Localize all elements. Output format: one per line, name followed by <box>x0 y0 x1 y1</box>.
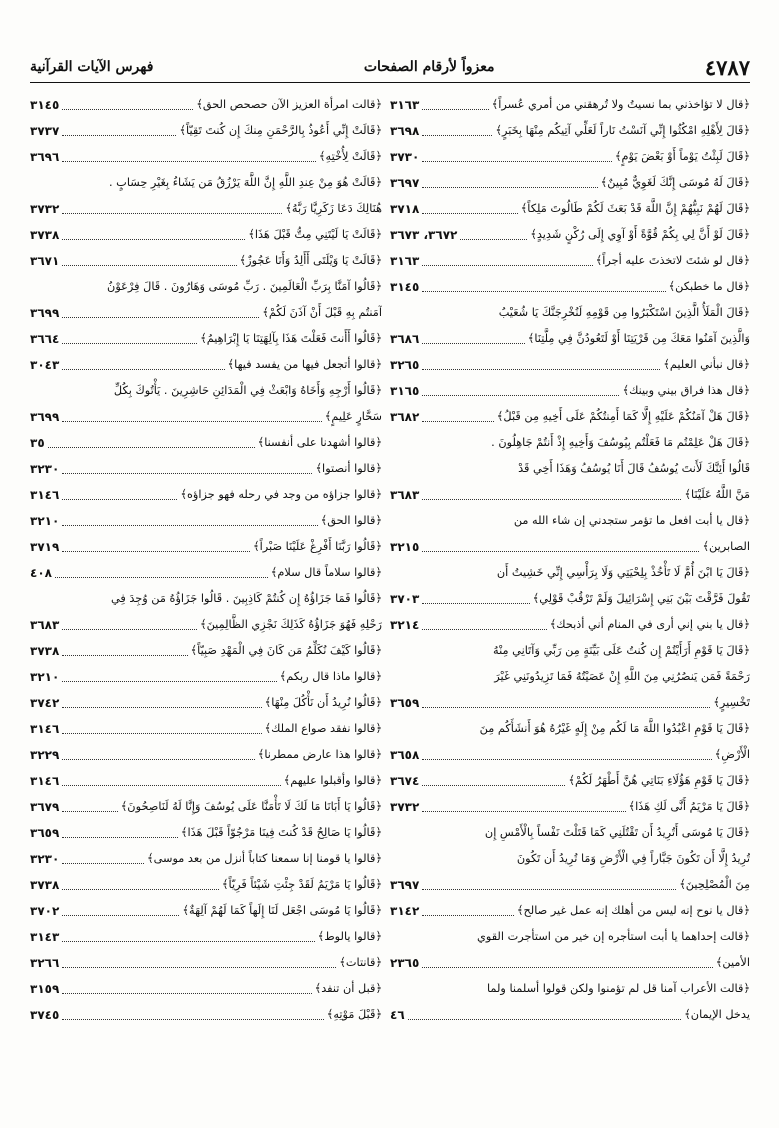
verse-text: ﴿قال ما خطبكن﴾ <box>668 280 750 293</box>
page-number: ٤٧٨٧ <box>704 54 750 80</box>
index-entry <box>390 690 750 716</box>
verse-text: ﴿قَالَتْ يَا وَيْلَتَى أَأَلِدُ وَأَنَا عَجُوزٌ﴾ <box>239 254 382 267</box>
verse-text: ﴿قَالُوا يَا مَرْيَمُ لَقَدْ جِئْتِ شَيْئاً فَرِيّاً﴾ <box>221 878 382 891</box>
page-reference: ٣١٤٦ <box>30 488 60 502</box>
verse-text: ﴿قالوا الحق﴾ <box>320 514 382 527</box>
page-reference: ٣٦٥٨ <box>390 748 420 762</box>
verse-text: ﴿قبل أن تنفد﴾ <box>314 982 382 995</box>
index-entry <box>390 404 750 430</box>
index-entry <box>390 1002 750 1028</box>
verse-text: ﴿قالوا أتجعل فيها من يفسد فيها﴾ <box>227 358 382 371</box>
page-reference: ٣١٦٣ <box>390 98 420 112</box>
verse-text: ﴿قَالُوا رَبَّنَا أَفْرِغْ عَلَيْنَا صَبْراً﴾ <box>253 540 382 553</box>
index-entry <box>30 872 382 898</box>
page-reference: ٣١٦٥ <box>390 384 420 398</box>
page-reference: ٤٠٨ <box>30 566 52 580</box>
page-header <box>30 52 750 83</box>
page-reference: ٣٢١٤ <box>390 618 420 632</box>
dot-leader <box>62 135 176 136</box>
dot-leader <box>62 473 312 474</box>
dot-leader <box>422 629 546 630</box>
page-reference: ٣٦٩٩ <box>30 410 60 424</box>
index-entry-line: ﴿قَالَ يَا قَوْمِ أَرَأَيْتُمْ إِن كُنتُ عَلَى بَيِّنَةٍ مِن رَبِّي وَآتَانِي مِنْهُ <box>493 644 750 657</box>
index-entry <box>390 742 750 768</box>
index-entry <box>30 742 382 768</box>
verse-text: سَحَّارٍ عَلِيمٍ﴾ <box>324 410 382 423</box>
verse-text: ﴿قال يا بني إني أرى في المنام أني أذبحك﴾ <box>549 618 750 631</box>
index-entry <box>390 248 750 274</box>
dot-leader <box>62 525 317 526</box>
page-reference: ٣٧١٩ <box>30 540 60 554</box>
verse-text: الْأَرْضِ﴾ <box>714 748 750 761</box>
verse-text: ﴿قَبْلَ مَوْتِهِ﴾ <box>326 1008 382 1021</box>
page-reference: ٣٦٥٩ <box>390 696 420 710</box>
index-entry <box>30 430 382 456</box>
dot-leader <box>422 369 660 370</box>
verse-text: ﴿قالوا نفقد صواع الملك﴾ <box>264 722 382 735</box>
page-reference: ٣١٤٦ <box>30 774 60 788</box>
dot-leader <box>62 213 282 214</box>
page-reference: ٣٢١٠ <box>30 670 60 684</box>
verse-text: ﴿قال لو شئتَ لاتخذتَ عليه أجراً﴾ <box>595 254 750 267</box>
index-entry-line: رَحْمَةً فَمَن يَنصُرُنِي مِنَ اللَّهِ إِنْ عَصَيْتُهُ فَمَا تَزِيدُونَنِي غَيْرَ <box>494 670 750 683</box>
index-entry <box>30 612 382 638</box>
page-reference: ٤٦ <box>390 1008 405 1022</box>
dot-leader <box>422 915 514 916</box>
index-entry <box>390 222 750 248</box>
index-entry <box>30 898 382 924</box>
page-reference: ٣٧٣٢ <box>30 202 60 216</box>
index-entry <box>30 352 382 378</box>
dot-leader <box>422 759 711 760</box>
verse-text: ﴿قالوا وأقبلوا عليهم﴾ <box>283 774 382 787</box>
index-entry <box>30 144 382 170</box>
page-reference: ٣٦٨٢ <box>390 410 420 424</box>
index-entry-line: ﴿قَالَ يَا مُوسَى أَتُرِيدُ أَن تَقْتُلَنِي كَمَا قَتَلْتَ نَفْساً بِالْأَمْسِ إِن <box>484 826 750 839</box>
index-entry <box>30 846 382 872</box>
page-reference: ٣٦٦٤ <box>30 332 60 346</box>
dot-leader <box>422 551 699 552</box>
index-entry <box>30 326 382 352</box>
header-side-title: فهرس الآيات القرآنية <box>30 59 154 75</box>
index-entry <box>390 794 750 820</box>
verse-text: ﴿قالوا سلاماً قال سلام﴾ <box>270 566 382 579</box>
dot-leader <box>62 161 316 162</box>
verse-text: آمَنتُم بِهِ قَبْلَ أَنْ آذَنَ لَكُمْ﴾ <box>262 306 382 319</box>
index-entry <box>390 950 750 976</box>
page-reference: ٣٢٦٥ <box>390 358 420 372</box>
dot-leader <box>62 1019 323 1020</box>
index-entry <box>30 560 382 586</box>
index-entry <box>30 118 382 144</box>
index-entry <box>390 872 750 898</box>
dot-leader <box>422 499 681 500</box>
verse-text: ﴿قال هذا فراق بيني وبينك﴾ <box>622 384 750 397</box>
index-entry <box>30 690 382 716</box>
index-entry <box>30 404 382 430</box>
index-entry <box>30 248 382 274</box>
page-reference: ٣١٤٢ <box>390 904 420 918</box>
index-entry <box>390 326 750 352</box>
page-reference: ٣٧٣٠ <box>390 150 420 164</box>
verse-text: ﴿قَالَتْ يَا لَيْتَنِي مِتُّ قَبْلَ هَذَا﴾ <box>248 228 382 241</box>
verse-text: يدخل الإيمان﴾ <box>684 1008 750 1021</box>
index-entry <box>390 378 750 404</box>
index-entry <box>30 196 382 222</box>
page-reference: ٣١٦٣ <box>390 254 420 268</box>
index-entry <box>390 586 750 612</box>
verse-text: ﴿قَالُوا يَا صَالِحُ قَدْ كُنتَ فِينَا مَرْجُوّاً قَبْلَ هَذَا﴾ <box>180 826 382 839</box>
index-entry <box>30 92 382 118</box>
dot-leader <box>62 239 245 240</box>
dot-leader <box>62 265 236 266</box>
verse-text: ﴿قَالَ لَهُ مُوسَى إِنَّكَ لَغَوِيٌّ مُبِينٌ﴾ <box>600 176 750 189</box>
page-reference: ٣٧٤٥ <box>30 1008 60 1022</box>
verse-text: ﴿قَالَ يَا قَوْمِ هَؤُلَاءِ بَنَاتِي هُنَّ أَطْهَرُ لَكُمْ﴾ <box>568 774 750 787</box>
dot-leader <box>55 577 268 578</box>
verse-text: ﴿قَالَ لَبِثْتُ يَوْماً أَوْ بَعْضَ يَوْمٍ﴾ <box>614 150 750 163</box>
page-reference: ٣٦٩٧ <box>390 878 420 892</box>
verse-text: ﴿قالوا هذا عارض ممطرنا﴾ <box>257 748 382 761</box>
verse-text: ﴿قَالُوا أَأَنتَ فَعَلْتَ هَذَا بِآلِهَتِنَا يَا إِبْرَاهِيمُ﴾ <box>200 332 382 345</box>
dot-leader <box>422 213 517 214</box>
dot-leader <box>422 135 492 136</box>
index-entry <box>30 924 382 950</box>
verse-text: تَخْسِيرٍ﴾ <box>713 696 750 709</box>
verse-text: ﴿قال نبأني العليم﴾ <box>663 358 750 371</box>
page-reference: ٣٠٤٣ <box>30 358 60 372</box>
page-reference: ٣٦٧٩ <box>30 800 60 814</box>
verse-text: ﴿قَالُوا يَا أَبَانَا مَا لَكَ لَا تَأْمَنَّا عَلَى يُوسُفَ وَإِنَّا لَهُ لَنَاصِحُونَ﴾ <box>120 800 382 813</box>
verse-text: ﴿قال لا تؤاخذني بما نسيتُ ولا تُرهقني من أمري عُسراً﴾ <box>491 98 750 111</box>
page-reference: ٣٦٩٦ <box>30 150 60 164</box>
index-entry <box>390 274 750 300</box>
dot-leader <box>62 421 321 422</box>
page-reference: ٣٦٩٩ <box>30 306 60 320</box>
dot-leader <box>422 421 493 422</box>
dot-leader <box>62 681 276 682</box>
index-column-right <box>390 92 750 1028</box>
page-reference: ٣٧٣٨ <box>30 644 60 658</box>
dot-leader <box>62 993 311 994</box>
dot-leader <box>422 967 712 968</box>
index-entry <box>30 300 382 326</box>
page-reference: ٣٧٣٧ <box>30 124 60 138</box>
dot-leader <box>62 785 280 786</box>
page-reference: ٣٦٩٨ <box>390 124 420 138</box>
index-column-left <box>30 92 382 1028</box>
verse-text: ﴿قالوا يا قومنا إنا سمعنا كتاباً أنزل من بعد موسى﴾ <box>146 852 382 865</box>
dot-leader <box>422 785 565 786</box>
index-entry <box>30 482 382 508</box>
dot-leader <box>62 629 197 630</box>
index-entry <box>30 950 382 976</box>
dot-leader <box>62 317 259 318</box>
dot-leader <box>422 187 597 188</box>
page-reference: ٣٧٠٣ <box>390 592 420 606</box>
index-entry <box>390 482 750 508</box>
page-reference: ٣٦٨٣ <box>390 488 420 502</box>
page-reference: ٣٢٣٠ <box>30 852 60 866</box>
page-reference: ٣٦٧١ <box>30 254 60 268</box>
dot-leader <box>62 811 117 812</box>
dot-leader <box>422 291 665 292</box>
index-entry <box>30 508 382 534</box>
page-reference: ٣٢٦٦ <box>30 956 60 970</box>
page-reference: ٣٦٨٣ <box>30 618 60 632</box>
page-reference: ٣٧١٨ <box>390 202 420 216</box>
dot-leader <box>422 811 625 812</box>
dot-leader <box>62 551 250 552</box>
verse-text: تَقُولَ فَرَّقْتَ بَيْنَ بَنِي إِسْرَائِيلَ وَلَمْ تَرْقُبْ قَوْلِي﴾ <box>532 592 750 605</box>
page-reference: ٣١٤٦ <box>30 722 60 736</box>
dot-leader <box>422 603 529 604</box>
page-reference: ٣٦٧٤ <box>390 774 420 788</box>
verse-text: ﴿قالوا يالوط﴾ <box>317 930 382 943</box>
index-entry <box>30 820 382 846</box>
index-entry-line: ﴿قَالُوا أَرْجِهِ وَأَخَاهُ وَابْعَثْ فِي الْمَدَائِنِ حَاشِرِينَ . يَأْتُوكَ بِكُلِّ <box>113 384 382 397</box>
dot-leader <box>62 707 261 708</box>
index-entry-line: ﴿قَالَ هَلْ عَلِمْتُم مَا فَعَلْتُم بِيُوسُفَ وَأَخِيهِ إِذْ أَنتُمْ جَاهِلُونَ . <box>491 436 750 449</box>
index-entry-line: تُرِيدُ إِلَّا أَن تَكُونَ جَبَّاراً فِي الْأَرْضِ وَمَا تُرِيدُ أَن تَكُونَ <box>516 852 750 865</box>
verse-text: الأمين﴾ <box>715 956 750 969</box>
index-entry <box>390 196 750 222</box>
verse-text: ﴿قَالَ يَا مَرْيَمُ أَنَّى لَكِ هَذَا﴾ <box>628 800 750 813</box>
verse-text: ﴿قال يا نوح إنه ليس من أهلك إنه عمل غير صالح﴾ <box>516 904 750 917</box>
verse-text: ﴿قَالَ لَوْ أَنَّ لِي بِكُمْ قُوَّةً أَوْ آوِي إِلَى رُكْنٍ شَدِيدٍ﴾ <box>530 228 750 241</box>
dot-leader <box>62 837 178 838</box>
verse-text: ﴿قَالَتْ لِأُخْتِهِ﴾ <box>318 150 382 163</box>
index-entry-line: ﴿قَالَتْ هُوَ مِنْ عِندِ اللَّهِ إِنَّ اللَّهَ يَرْزُقُ مَن يَشَاءُ بِغَيْرِ حِسَابٍ . <box>109 176 382 189</box>
page-reference: ٣٢١٥ <box>390 540 420 554</box>
page-reference: ٣٦٨٦ <box>390 332 420 346</box>
header-center-title: معزواً لأرقام الصفحات <box>363 59 495 75</box>
dot-leader <box>422 265 592 266</box>
dot-leader <box>62 109 193 110</box>
index-entry <box>390 612 750 638</box>
page-reference: ٣٧٣٨ <box>30 878 60 892</box>
page-reference: ٣٧٣٨ <box>30 228 60 242</box>
dot-leader <box>422 343 524 344</box>
page-reference: ٣١٤٥ <box>390 280 420 294</box>
page-reference: ٣٦٧٢، ٣٦٧٣ <box>390 228 458 242</box>
index-entry <box>30 222 382 248</box>
index-entry <box>30 976 382 1002</box>
dot-leader <box>422 395 619 396</box>
verse-text: ﴿قَالَ هَلْ آمَنُكُمْ عَلَيْهِ إِلَّا كَمَا أَمِنتُكُمْ عَلَى أَخِيهِ مِن قَبْلُ﴾ <box>496 410 750 423</box>
dot-leader <box>422 707 710 708</box>
dot-leader <box>460 239 527 240</box>
index-entry <box>390 144 750 170</box>
index-entry <box>390 534 750 560</box>
verse-text: ﴿قَالُوا كَيْفَ نُكَلِّمُ مَن كَانَ فِي الْمَهْدِ صَبِيّاً﴾ <box>190 644 382 657</box>
index-entry-line: ﴿قَالُوا فَمَا جَزَاؤُهُ إِن كُنتُمْ كَاذِبِينَ . قَالُوا جَزَاؤُهُ مَن وُجِدَ فِي <box>110 592 382 605</box>
verse-text: ﴿قَالَ لَهُمْ نَبِيُّهُمْ إِنَّ اللَّهَ قَدْ بَعَثَ لَكُمْ طَالُوتَ مَلِكاً﴾ <box>520 202 750 215</box>
dot-leader <box>62 499 177 500</box>
index-entry <box>390 118 750 144</box>
verse-text: هُنَالِكَ دَعَا زَكَرِيَّا رَبَّهُ﴾ <box>285 202 382 215</box>
index-entry <box>390 170 750 196</box>
index-entry <box>390 898 750 924</box>
page-reference: ٣٢٣٠ <box>30 462 60 476</box>
index-entry-line: ﴿قَالَ يَا قَوْمِ اعْبُدُوا اللَّهَ مَا لَكُم مِنْ إِلَهٍ غَيْرُهُ هُوَ أَنشَأَكُم مِنَ <box>479 722 750 735</box>
verse-text: ﴿قالوا أشهدنا على أنفسنا﴾ <box>257 436 382 449</box>
verse-text: ﴿قالوا أنصتوا﴾ <box>315 462 382 475</box>
verse-text: ﴿قَالَتْ إِنِّي أَعُوذُ بِالرَّحْمَنِ مِنكَ إِن كُنتَ تَقِيّاً﴾ <box>179 124 382 137</box>
verse-text: وَالَّذِينَ آمَنُوا مَعَكَ مِن قَرْيَتِنَا أَوْ لَتَعُودُنَّ فِي مِلَّتِنَا﴾ <box>527 332 750 345</box>
index-entry <box>30 456 382 482</box>
page-reference: ٣٢٢٩ <box>30 748 60 762</box>
page-reference: ٣٧٤٢ <box>30 696 60 710</box>
verse-text: ﴿قَالُوا يَا مُوسَى اجْعَل لَنَا إِلَهاً كَمَا لَهُمْ آلِهَةٌ﴾ <box>182 904 382 917</box>
index-entry-line: ﴿قالت الأعراب آمنا قل لم تؤمنوا ولكن قولوا أسلمنا ولما <box>486 982 750 995</box>
dot-leader <box>422 889 676 890</box>
verse-text: ﴿قانتات﴾ <box>339 956 382 969</box>
dot-leader <box>62 915 179 916</box>
verse-text: رَحْلِهِ فَهُوَ جَزَاؤُهُ كَذَلِكَ نَجْزِي الظَّالِمِينَ﴾ <box>199 618 382 631</box>
index-entry <box>390 352 750 378</box>
dot-leader <box>62 889 219 890</box>
dot-leader <box>62 967 336 968</box>
index-entry <box>30 768 382 794</box>
index-entry <box>30 638 382 664</box>
verse-text: ﴿قَالَ لِأَهْلِهِ امْكُثُوا إِنِّي آنَسْتُ نَاراً لَعَلِّي آتِيكُم مِنْهَا بِخَبَرٍ﴾ <box>495 124 750 137</box>
page-reference: ٣٦٩٧ <box>390 176 420 190</box>
dot-leader <box>62 759 254 760</box>
dot-leader <box>62 863 144 864</box>
index-entry-line: ﴿قَالَ يَا ابْنَ أُمَّ لَا تَأْخُذْ بِلِحْيَتِي وَلَا بِرَأْسِي إِنِّي خَشِيتُ أَن <box>496 566 750 579</box>
page-reference: ٣٧٠٢ <box>30 904 60 918</box>
dot-leader <box>62 343 197 344</box>
index-entry-line: ﴿قَالَ الْمَلَأُ الَّذِينَ اسْتَكْبَرُوا مِن قَوْمِهِ لَنُخْرِجَنَّكَ يَا شُعَيْبُ <box>498 306 750 319</box>
verse-text: ﴿قالوا جزاؤه من وجد في رحله فهو جزاؤه﴾ <box>180 488 382 501</box>
page-reference: ٣١٤٣ <box>30 930 60 944</box>
index-entry <box>30 534 382 560</box>
page-reference: ٣٦٥٩ <box>30 826 60 840</box>
index-entry <box>30 664 382 690</box>
page-reference: ٣٥ <box>30 436 45 450</box>
verse-text: ﴿قالوا ماذا قال ربكم﴾ <box>279 670 382 683</box>
dot-leader <box>408 1019 682 1020</box>
index-entry-line: ﴿قالت إحداهما يا أبت استأجره إن خير من استأجرت القوي <box>477 930 750 943</box>
dot-leader <box>62 655 187 656</box>
verse-text: ﴿قَالُوا نُرِيدُ أَن نَأْكُلَ مِنْهَا﴾ <box>264 696 382 709</box>
index-entry <box>390 92 750 118</box>
index-entry <box>30 716 382 742</box>
index-entry <box>30 794 382 820</box>
index-entry-line: ﴿قَالُوا آمَنَّا بِرَبِّ الْعَالَمِينَ . رَبِّ مُوسَى وَهَارُونَ . قَالَ فِرْعَوْنُ <box>107 280 382 293</box>
dot-leader <box>422 109 488 110</box>
dot-leader <box>62 369 224 370</box>
page-reference: ٢٣٦٥ <box>390 956 420 970</box>
page-reference: ٣١٥٩ <box>30 982 60 996</box>
index-entry <box>30 1002 382 1028</box>
dot-leader <box>62 733 261 734</box>
verse-text: مَنَّ اللَّهُ عَلَيْنَا﴾ <box>684 488 750 501</box>
verse-text: مِنَ الْمُصْلِحِينَ﴾ <box>679 878 750 891</box>
verse-text: ﴿قالت امرأة العزيز الآن حصحص الحق﴾ <box>196 98 382 111</box>
index-entry-line: ﴿قال يا أبت افعل ما تؤمر ستجدني إن شاء الله من <box>513 514 750 527</box>
index-entry-line: قَالُوا أَئِنَّكَ لَأَنتَ يُوسُفُ قَالَ أَنَا يُوسُفُ وَهَذَا أَخِي قَدْ <box>518 462 750 475</box>
page-reference: ٣١٤٥ <box>30 98 60 112</box>
dot-leader <box>62 941 314 942</box>
dot-leader <box>422 161 612 162</box>
verse-text: الصابرين﴾ <box>702 540 750 553</box>
page-reference: ٣٢١٠ <box>30 514 60 528</box>
page-reference: ٣٧٣٢ <box>390 800 420 814</box>
index-entry <box>390 768 750 794</box>
dot-leader <box>48 447 255 448</box>
